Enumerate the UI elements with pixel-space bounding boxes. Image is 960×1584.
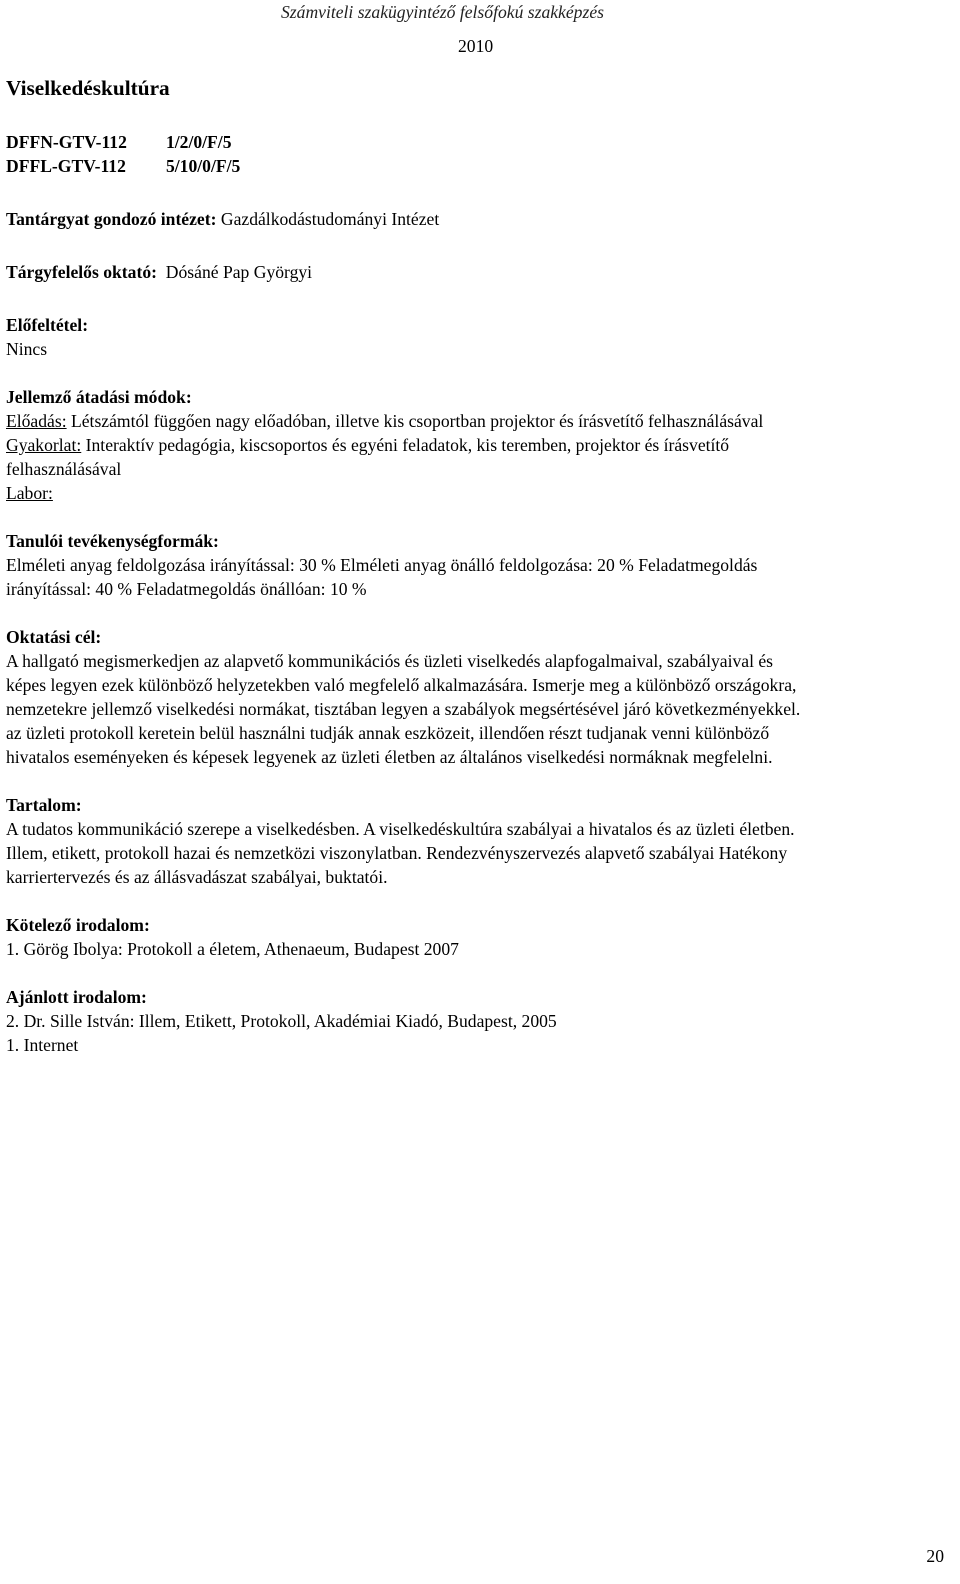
content-line: karriertervezés és az állásvadászat szabályai, buktatói. [6,867,388,887]
course-code: DFFN-GTV-112 [6,132,127,152]
document-body [6,130,946,1057]
institute-row [6,207,946,231]
lecture-text: Létszámtól függően nagy előadóban, illetve kis csoportban projektor és írásvetítő felhasználásával [71,411,764,431]
teacher-label: Tárgyfelelős oktató: [6,262,157,282]
course-code-row [6,154,946,178]
activities-line: Elméleti anyag feldolgozása irányítással: 30 % Elméleti anyag önálló feldolgozása: 20 % Feladatmegoldás [6,555,758,575]
required-reading-item: 1. Görög Ibolya: Protokoll a életem, Athenaeum, Budapest 2007 [6,939,459,959]
practice-text-continued: felhasználásával [6,459,122,479]
goal-line: A hallgató megismerkedjen az alapvető kommunikációs és üzleti viselkedés alapfogalmaival, szabályaival és [6,651,774,671]
header-title: Számviteli szakügyintéző felsőfokú szakképzés [281,2,604,22]
required-reading-label: Kötelező irodalom: [6,915,150,935]
goal-line: hivatalos eseményeken és képesek legyenek az üzleti életben az általános viselkedési normáknak megfelelni. [6,747,773,767]
teacher-row [6,260,946,284]
lecture-row [6,409,946,433]
goal-line: az üzleti protokoll keretein belül használni tudják annak eszközeit, illendően részt tudjanak venni különböző [6,723,770,743]
content-line: A tudatos kommunikáció szerepe a viselkedésben. A viselkedéskultúra szabályai a hivatalos és az üzleti életben. [6,819,795,839]
practice-text: Interaktív pedagógia, kiscsoportos és egyéni feladatok, kis teremben, projektor és írásvetítő [85,435,730,455]
institute-value: Gazdálkodástudományi Intézet [220,209,440,229]
goal-line: képes legyen ezek különböző helyzetekben való megfelelő alkalmazására. Ismerje meg a különböző országokra, [6,675,797,695]
header-year: 2010 [458,36,494,56]
page-number: 20 [926,1546,944,1566]
methods-label: Jellemző átadási módok: [6,387,192,407]
page-title: Viselkedéskultúra [6,76,170,100]
institute-label: Tantárgyat gondozó intézet: [6,209,217,229]
prereq-label: Előfeltétel: [6,315,89,335]
content-label: Tartalom: [6,795,82,815]
lecture-label: Előadás: [6,411,67,431]
goal-line: nemzetekre jellemző viselkedési normákat, tisztában legyen a szabályok megsértésével járó következményekkel. [6,699,801,719]
course-code: DFFL-GTV-112 [6,156,126,176]
recommended-reading-item: 2. Dr. Sille István: Illem, Etikett, Protokoll, Akadémiai Kiadó, Budapest, 2005 [6,1011,557,1031]
course-code-value: 1/2/0/F/5 [166,132,232,152]
content-line: Illem, etikett, protokoll hazai és nemzetközi viszonylatban. Rendezvényszervezés alapvető szabályai Hatékony [6,843,788,863]
practice-row [6,433,946,457]
recommended-reading-label: Ajánlott irodalom: [6,987,147,1007]
activities-label: Tanulói tevékenységformák: [6,531,219,551]
goal-label: Oktatási cél: [6,627,102,647]
course-code-value: 5/10/0/F/5 [166,156,241,176]
teacher-value: Dósáné Pap Györgyi [165,262,313,282]
practice-label: Gyakorlat: [6,435,82,455]
recommended-reading-item: 1. Internet [6,1035,79,1055]
activities-line: irányítással: 40 % Feladatmegoldás önállóan: 10 % [6,579,367,599]
lab-label: Labor: [6,483,53,503]
course-code-row [6,130,946,154]
prereq-value: Nincs [6,339,48,359]
